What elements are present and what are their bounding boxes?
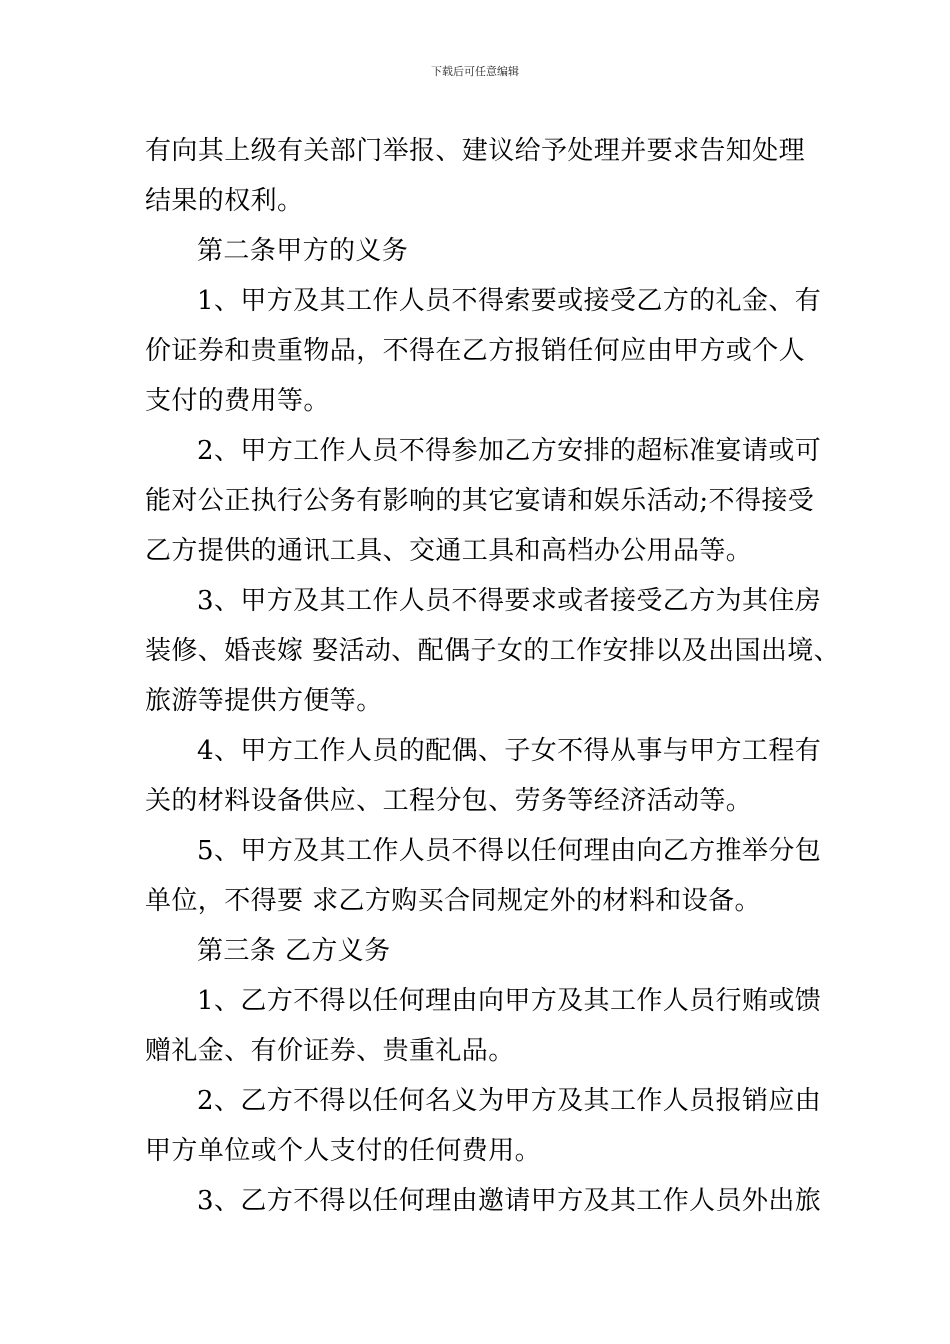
- text-line: 2、乙方不得以任何名义为甲方及其工作人员报销应由: [197, 1086, 822, 1116]
- text-line: 1、甲方及其工作人员不得索要或接受乙方的礼金、有: [197, 286, 822, 316]
- document-body: [145, 126, 841, 1226]
- text-line: 3、甲方及其工作人员不得要求或者接受乙方为其住房: [197, 586, 822, 616]
- page-header: 下载后可任意编辑: [431, 65, 519, 78]
- text-line: 3、乙方不得以任何理由邀请甲方及其工作人员外出旅: [197, 1186, 822, 1216]
- text-line: 2、甲方工作人员不得参加乙方安排的超标准宴请或可: [197, 436, 822, 466]
- section-heading: 第三条 乙方义务: [197, 936, 391, 966]
- text-line: 乙方提供的通讯工具、交通工具和高档办公用品等。: [145, 536, 753, 566]
- text-line: 结果的权利。: [145, 186, 304, 216]
- text-line: 5、甲方及其工作人员不得以任何理由向乙方推举分包: [197, 836, 822, 866]
- text-line: 装修、婚丧嫁 娶活动、配偶子女的工作安排以及出国出境、: [145, 636, 841, 666]
- text-line: 能对公正执行公务有影响的其它宴请和娱乐活动;不得接受: [145, 486, 815, 516]
- text-line: 价证券和贵重物品，不得在乙方报销任何应由甲方或个人: [145, 336, 806, 366]
- text-line: 关的材料设备供应、工程分包、劳务等经济活动等。: [145, 786, 753, 816]
- text-line: 赠礼金、有价证券、贵重礼品。: [145, 1036, 515, 1066]
- text-line: 1、乙方不得以任何理由向甲方及其工作人员行贿或馈: [197, 986, 822, 1016]
- text-line: 有向其上级有关部门举报、建议给予处理并要求告知处理: [145, 136, 806, 166]
- text-line: 支付的费用等。: [145, 386, 330, 416]
- text-line: 4、甲方工作人员的配偶、子女不得从事与甲方工程有: [197, 736, 822, 766]
- text-line: 单位，不得要 求乙方购买合同规定外的材料和设备。: [145, 886, 761, 916]
- text-line: 旅游等提供方便等。: [145, 686, 383, 716]
- text-line: 甲方单位或个人支付的任何费用。: [145, 1136, 542, 1166]
- section-heading: 第二条甲方的义务: [197, 236, 409, 266]
